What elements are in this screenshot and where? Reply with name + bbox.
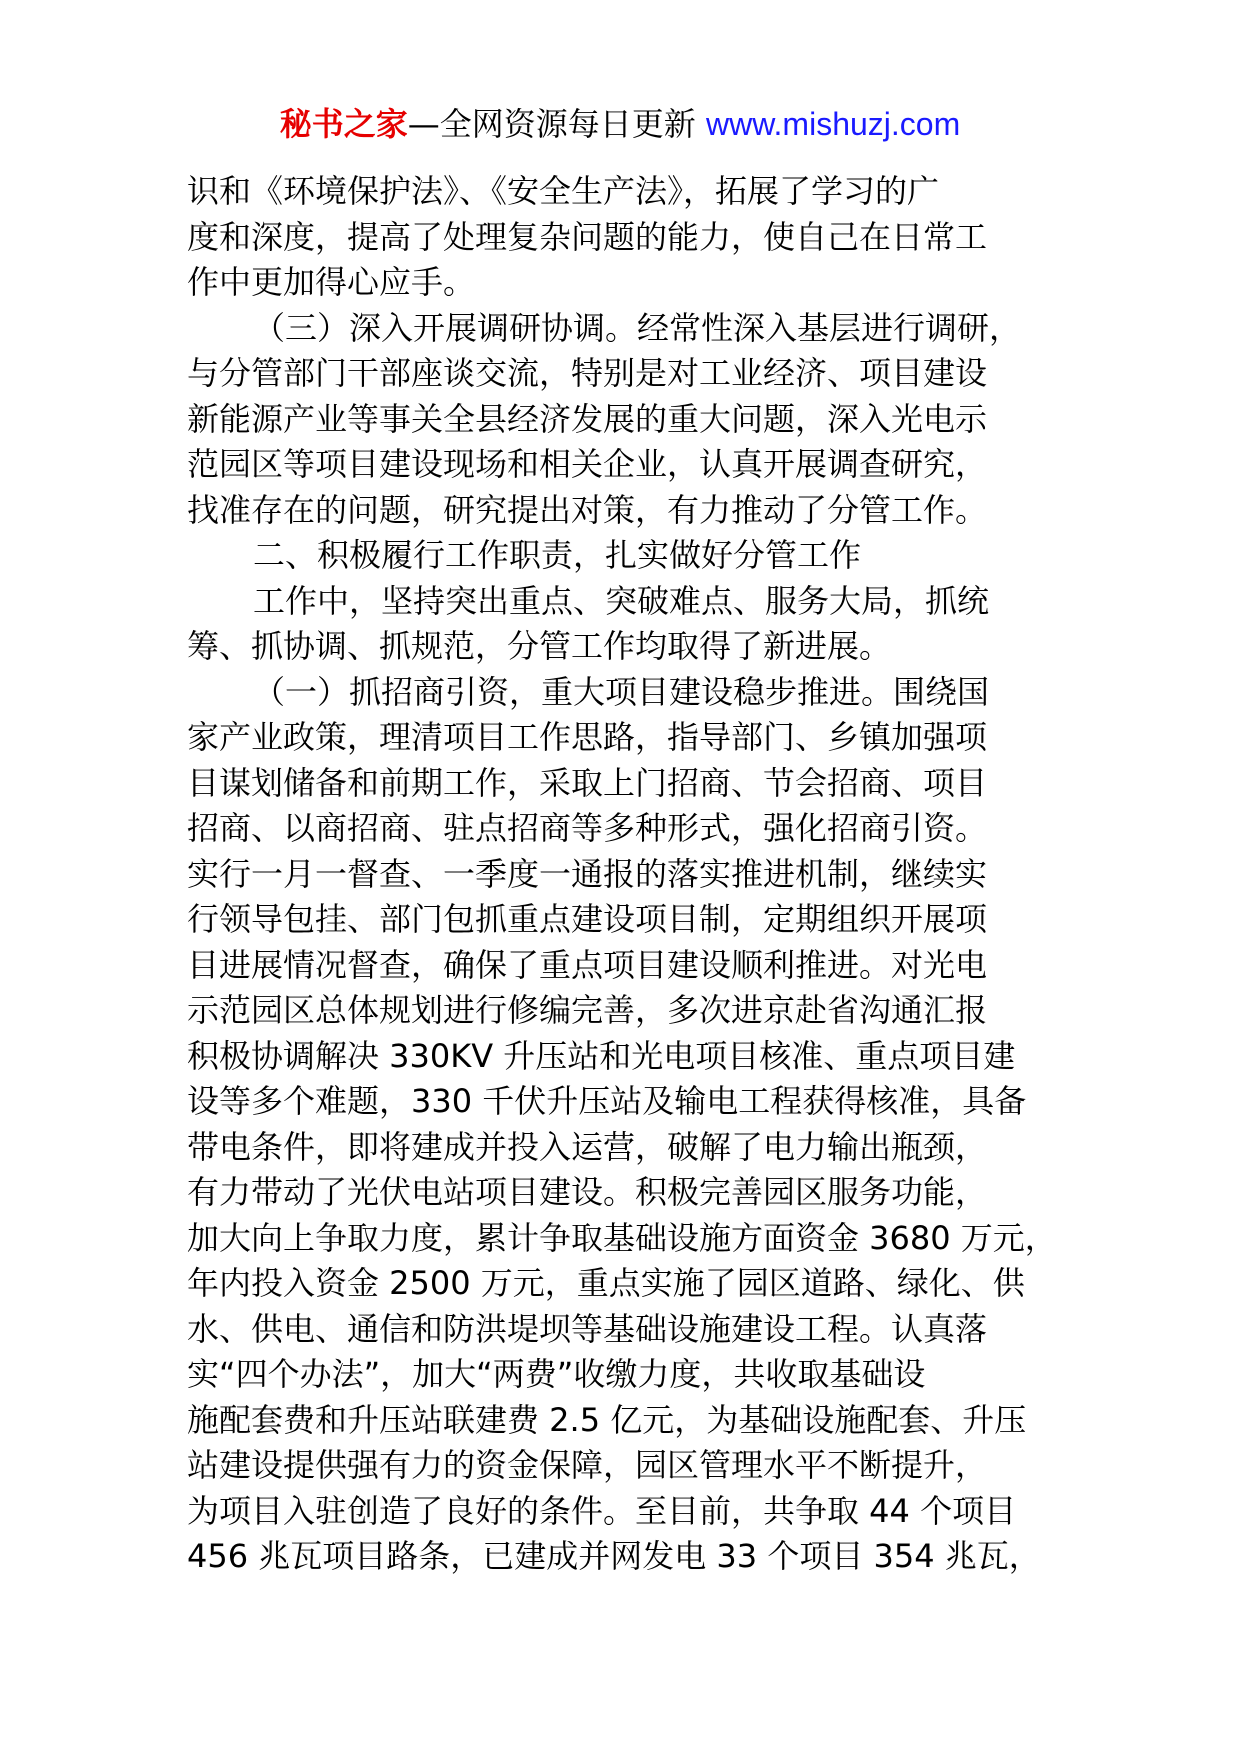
text-line: 范园区等项目建设现场和相关企业，认真开展调查研究， — [187, 445, 988, 483]
brand-name: 秘书之家 — [279, 105, 408, 143]
text-line: 工作中，坚持突出重点、突破难点、服务大局，抓统 — [253, 581, 990, 620]
text-line: 识和《环境保护法》、《安全生产法》，拓展了学习的广 — [187, 172, 940, 210]
text-line: 施配套费和升压站联建费 2.5 亿元，为基础设施配套、升压 — [187, 1400, 1027, 1439]
text-line: 作中更加得心应手。 — [187, 263, 476, 301]
text-line: 招商、以商招商、驻点招商等多种形式，强化招商引资。 — [187, 809, 988, 847]
text-line: 实“四个办法”，加大“两费”收缴力度，共收取基础设 — [187, 1355, 926, 1393]
site-header — [0, 100, 1240, 148]
text-line: 新能源产业等事关全县经济发展的重大问题，深入光电示 — [187, 399, 988, 438]
header-tagline: —全网资源每日更新 — [407, 105, 706, 143]
text-line: 有力带动了光伏电站项目建设。积极完善园区服务功能， — [187, 1173, 988, 1211]
text-line: （一）抓招商引资，重大项目建设稳步推进。围绕国 — [253, 672, 990, 711]
text-line: 加大向上争取力度，累计争取基础设施方面资金 3680 万元， — [187, 1218, 1057, 1257]
text-line: 年内投入资金 2500 万元，重点实施了园区道路、绿化、供 — [187, 1264, 1025, 1302]
text-line: 目进展情况督查，确保了重点项目建设顺利推进。对光电 — [187, 945, 988, 984]
text-line: 水、供电、通信和防洪堤坝等基础设施建设工程。认真落 — [187, 1309, 988, 1348]
text-line: 与分管部门干部座谈交流，特别是对工业经济、项目建设 — [187, 354, 988, 392]
text-line: 456 兆瓦项目路条，已建成并网发电 33 个项目 354 兆瓦， — [187, 1537, 1041, 1575]
text-line: 行领导包挂、部门包抓重点建设项目制，定期组织开展项 — [187, 900, 988, 938]
text-line: 找准存在的问题，研究提出对策，有力推动了分管工作。 — [187, 490, 988, 529]
text-line: 目谋划储备和前期工作，采取上门招商、节会招商、项目 — [187, 763, 988, 802]
text-line: 二、积极履行工作职责，扎实做好分管工作 — [253, 536, 862, 574]
document-body — [187, 169, 1067, 1580]
text-line: 为项目入驻创造了良好的条件。至目前，共争取 44 个项目 — [187, 1491, 1017, 1530]
site-url-link[interactable]: www.mishuzj.com — [705, 106, 961, 142]
text-line: 积极协调解决 330KV 升压站和光电项目核准、重点项目建 — [187, 1036, 1016, 1075]
text-line: 度和深度，提高了处理复杂问题的能力，使自己在日常工 — [187, 217, 988, 256]
text-line: 站建设提供强有力的资金保障，园区管理水平不断提升， — [187, 1446, 988, 1484]
text-line: 带电条件，即将建成并投入运营，破解了电力输出瓶颈， — [187, 1127, 988, 1166]
text-line: 家产业政策，理清项目工作思路，指导部门、乡镇加强项 — [187, 718, 988, 756]
text-line: 示范园区总体规划进行修编完善，多次进京赴省沟通汇报 — [187, 991, 988, 1029]
text-line: 筹、抓协调、抓规范，分管工作均取得了新进展。 — [187, 627, 892, 665]
text-line: （三）深入开展调研协调。经常性深入基层进行调研， — [253, 308, 1022, 347]
text-line: 设等多个难题，330 千伏升压站及输电工程获得核准，具备 — [187, 1082, 1027, 1120]
text-line: 实行一月一督查、一季度一通报的落实推进机制，继续实 — [187, 854, 988, 893]
